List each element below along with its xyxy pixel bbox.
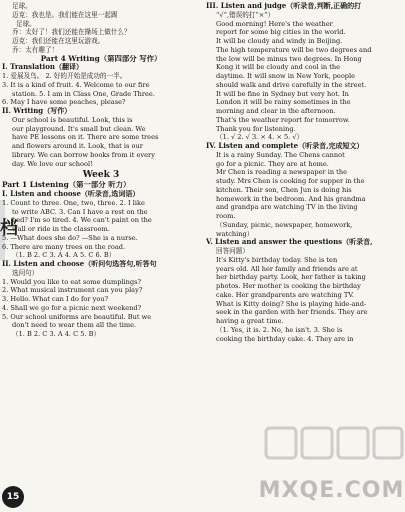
text-line: 足球。 <box>16 19 36 28</box>
text-line: Week 3 <box>82 170 120 181</box>
text-line: It will be fine in Sydney but very hot. In <box>216 89 349 98</box>
text-line: have PE lessons on it. There are some trees <box>12 133 159 142</box>
right-column <box>206 2 402 343</box>
text-line: cake. Her grandparents are watching TV. <box>216 290 354 299</box>
text-line: I. Translation（翻译） <box>2 63 83 72</box>
text-line: library. We can borrow books from it every <box>12 150 155 159</box>
text-line: Kong it will be cloudy and cool in the <box>216 63 341 72</box>
text-line: It will be cloudy and windy in Beijing. <box>216 37 343 45</box>
text-line: Good morning! Here's the weather <box>216 19 333 28</box>
left-column <box>2 2 200 339</box>
text-line: having a great time. <box>216 317 284 325</box>
text-line: IV. Listen and complete（听录音,完成短文） <box>206 142 364 150</box>
text-line: Part 4 Writing（第四部分 写作） <box>40 54 162 63</box>
text-line: should walk and drive carefully in the street. <box>216 80 367 89</box>
text-line: 迈克：我们还能在这里玩游戏。 <box>12 37 105 45</box>
text-line: （1. √ 2. √ 3. × 4. × 5. √） <box>216 133 304 142</box>
text-line: and grandpa are watching TV in the living <box>216 203 358 212</box>
text-line: kitchen. Their son, Chen Jun is doing his <box>216 185 352 194</box>
text-line: It is a rainy Sunday. The Chens cannot <box>216 150 345 159</box>
text-line: go for a picnic. They are at home. <box>216 159 329 168</box>
text-line: station. 5. I am in Class One, Grade Three. <box>12 89 155 98</box>
text-line: 回答问题） <box>216 247 249 255</box>
text-line: （1. B 2. C 3. A 4. A 5. C 6. B） <box>12 251 116 260</box>
text-line: report for some big cities in the world. <box>216 28 346 37</box>
text-line: and flowers around it. Look, that is our <box>12 142 143 150</box>
text-line: III. Listen and judge（听录音,判断,正确的打 <box>206 2 362 10</box>
text-line: don't need to wear them all the time. <box>12 321 137 330</box>
page-number: 15 <box>2 486 24 508</box>
text-line: Our school is beautiful. Look, this is <box>12 115 133 124</box>
text-line: （1. Yes, it is. 2. No, he isn't. 3. She is <box>216 325 343 334</box>
text-line: Part 1 Listening（第一部分 听力） <box>2 181 131 190</box>
text-line: wall or ride in the classroom. <box>12 225 110 233</box>
text-line: 1. Count to three. One, two, three. 2. I like <box>2 198 145 207</box>
text-line: What is Kitty doing? She is playing hide-and- <box>216 299 367 308</box>
text-line: 足球。 <box>12 2 32 10</box>
text-line: The high temperature will be two degrees and <box>216 45 372 54</box>
text-line: 乔：太好了！我们还能在操场上做什么？ <box>12 28 131 37</box>
text-line: 5. Our school uniforms are beautiful. But we <box>2 312 152 321</box>
text-line: room. <box>216 212 236 220</box>
watermark-text: MXQE.COM <box>258 478 405 503</box>
side-tab-char: 档 <box>0 218 18 239</box>
text-line: the low will be minus two degrees. In Hong <box>216 54 362 63</box>
text-line: daytime. It will snow in New York, people <box>216 72 356 80</box>
text-line: （1. B 2. C 3. A 4. C 5. B） <box>12 330 101 338</box>
text-line: seek in the garden with her friends. They are <box>216 308 368 317</box>
text-line: study. Mrs Chen is cooking for supper in the <box>216 177 365 185</box>
text-line: 5. —What does she do? —She is a nurse. <box>2 233 138 242</box>
text-line: 选问句） <box>12 268 39 277</box>
text-line: 1. 爱展及鸟。 2. 好的开始是成功的一半。 <box>2 72 127 80</box>
text-line: Mr Chen is reading a newspaper in the <box>216 168 347 177</box>
text-line: homework in the bedroom. And his grandma <box>216 194 366 203</box>
text-line: 2. What musical instrument can you play? <box>2 286 143 295</box>
text-line: her birthday party. Look, her father is taking <box>216 273 366 282</box>
text-line: our playground. It's small but clean. We <box>12 124 146 133</box>
text-line: day. We love our school! <box>12 159 93 168</box>
text-line: years old. All her family and friends are at <box>216 264 358 273</box>
text-line: 6. May I have some peaches, please? <box>2 98 126 107</box>
text-line: II. Writing（写作） <box>2 107 72 115</box>
text-line: watching） <box>216 229 254 238</box>
text-line: Thank you for listening. <box>216 124 296 133</box>
text-line: 乔：太有趣了！ <box>12 45 59 54</box>
text-line: I. Listen and choose（听录音,选词语） <box>2 190 140 198</box>
text-line: （Sunday, picnic, newspaper, homework, <box>216 220 353 229</box>
text-line: II. Listen and choose（听问句选答句,听答句 <box>2 260 157 268</box>
text-line: 4. Shall we go for a picnic next weekend? <box>2 303 142 312</box>
text-line: morning and clear in the afternoon. <box>216 107 336 115</box>
text-line: 迈克：我也是。我们能在这里一起踢 <box>12 10 118 19</box>
text-line: 1. Would you like to eat some dumplings? <box>2 277 142 286</box>
text-line: “√”,错误的打“×”） <box>216 10 275 19</box>
text-line: London it will be rainy sometimes in the <box>216 98 351 107</box>
text-line: V. Listen and answer the questions（听录音, <box>206 238 373 247</box>
text-line: 6. There are many trees on the road. <box>2 242 126 251</box>
text-line: cooking the birthday cake. 4. They are in <box>216 334 354 343</box>
text-line: 3. Hello. What can I do for you? <box>2 295 109 303</box>
text-line: to write ABC. 3. Can I have a rest on the <box>12 207 148 216</box>
text-line: photos. Her mother is cooking the birthday <box>216 282 361 290</box>
text-line: bed? I'm so tired. 4. We can't paint on the <box>12 216 152 225</box>
text-line: It's Kitty's birthday today. She is ten <box>216 255 338 264</box>
text-line: 3. It is a kind of fruit. 4. Welcome to our fire <box>2 80 150 89</box>
text-line: That's the weather report for tomorrow. <box>216 115 350 124</box>
